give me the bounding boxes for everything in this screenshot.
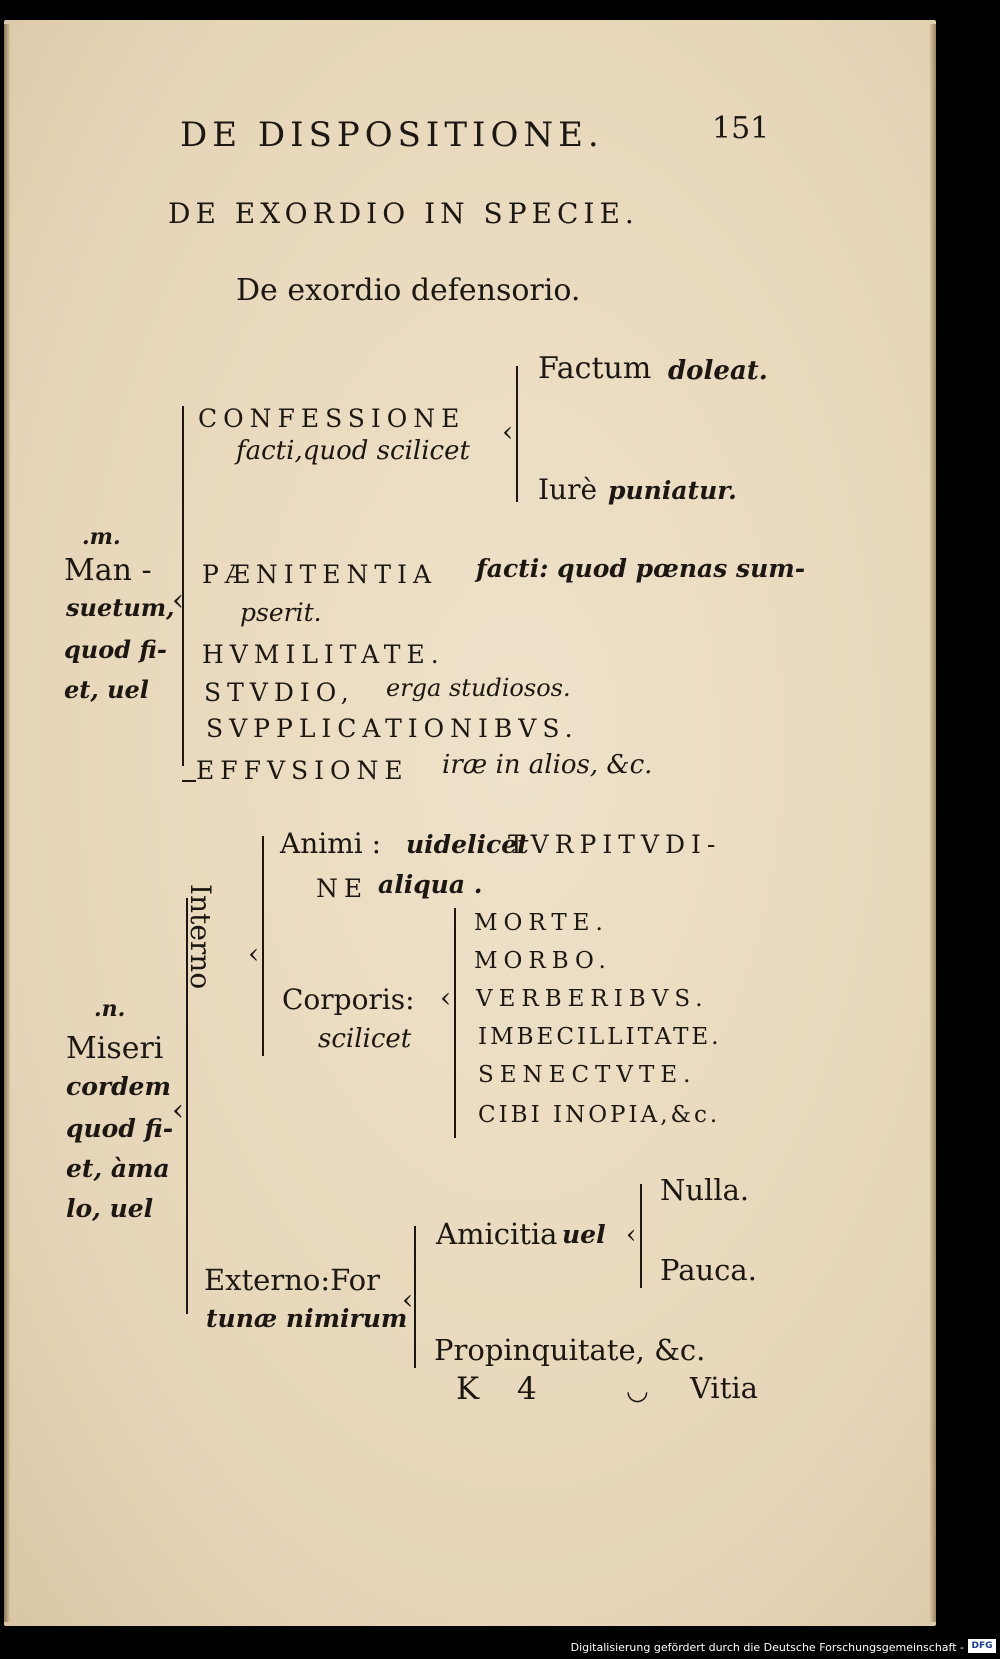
brace-externo [414, 1226, 416, 1368]
effusione: EFFVSIONE [196, 756, 409, 785]
corporis-item: MORTE. [474, 910, 609, 936]
section-n-label: lo, uel [66, 1194, 154, 1223]
fleuron-icon: ◡ [626, 1376, 649, 1406]
vel: uel [562, 1220, 606, 1249]
section-n-label: Miseri [66, 1031, 164, 1066]
brace-point: ‹ [248, 937, 260, 970]
turpitudine: TVRPITVDI- [508, 830, 722, 859]
section-m-label: .m. [82, 524, 121, 550]
corporis-item: VERBERIBVS. [476, 986, 709, 1012]
humilitate: HVMILITATE. [202, 640, 445, 669]
heading: DE EXORDIO IN SPECIE. [168, 197, 639, 230]
supplicationibus: SVPPLICATIONIBVS. [206, 714, 579, 743]
externo: Externo:For [204, 1263, 380, 1297]
section-m-label: et, uel [64, 675, 149, 704]
running-title: DE DISPOSITIONE. [180, 115, 604, 155]
studio-text: erga studiosos. [386, 674, 571, 702]
animi: Animi : [280, 827, 382, 860]
signature-mark: K 4 [456, 1371, 551, 1407]
studio: STVDIO, [204, 678, 355, 707]
footer-text: Digitalisierung gefördert durch die Deutsche Forschungsgemeinschaft - [570, 1641, 964, 1654]
iure: Iurè [538, 473, 598, 506]
videlicet: uidelicet [406, 830, 529, 859]
confessione: CONFESSIONE [198, 404, 466, 433]
section-n-label: .n. [94, 996, 126, 1022]
paenitentia: PÆNITENTIA [202, 560, 437, 589]
page-number: 151 [712, 111, 770, 146]
fortunae: tunæ nimirum [206, 1304, 408, 1333]
dfg-logo: DFG [968, 1639, 996, 1653]
brace-point: ‹ [440, 981, 452, 1014]
catchword: Vitia [690, 1371, 758, 1405]
section-n-label: et, àma [66, 1154, 170, 1183]
confessione-sub: facti,quod scilicet [236, 436, 470, 466]
aliqua: aliqua . [378, 870, 483, 899]
brace-interno [262, 836, 264, 1056]
digitization-footer [0, 1634, 1000, 1659]
corporis-item: CIBI INOPIA,&c. [478, 1102, 721, 1128]
corporis-item: IMBECILLITATE. [478, 1024, 722, 1050]
brace-amicitia [640, 1184, 642, 1288]
page-edge-right [930, 24, 936, 1622]
section-m-label: quod fi- [64, 635, 167, 664]
amicitia: Amicitia [436, 1217, 558, 1251]
brace-point: ‹ [172, 1093, 184, 1128]
brace-point: ‹ [502, 415, 514, 448]
section-m-label: suetum, [66, 593, 175, 622]
doleat: doleat. [668, 356, 768, 386]
brace-point: ‹ [172, 583, 184, 618]
brace-confessione [516, 366, 518, 502]
brace-point: ‹ [626, 1220, 637, 1250]
turpitudine-cont: NE [316, 874, 369, 903]
puniatur: puniatur. [608, 476, 737, 505]
section-n-label: quod fi- [66, 1114, 174, 1143]
corporis-item: SENECTVTE. [478, 1062, 697, 1088]
section-n-label: cordem [66, 1072, 171, 1101]
page-edge-left [4, 24, 10, 1622]
brace-corporis [454, 908, 456, 1138]
section-m-label: Man - [64, 553, 152, 588]
paenitentia-text-cont: pserit. [240, 598, 322, 627]
corporis: Corporis: [282, 983, 415, 1016]
propinquitate: Propinquitate, &c. [434, 1333, 706, 1367]
nulla: Nulla. [660, 1173, 750, 1207]
pauca: Pauca. [660, 1253, 757, 1287]
subheading: De exordio defensorio. [236, 273, 581, 308]
paenitentia-text: facti: quod pœnas sum- [476, 554, 806, 583]
factum: Factum [538, 351, 652, 386]
effusione-text: iræ in alios, &c. [442, 750, 653, 780]
brace-point: ‹ [402, 1283, 414, 1316]
scilicet: scilicet [318, 1024, 412, 1054]
brace-end [182, 780, 196, 782]
corporis-item: MORBO. [474, 948, 612, 974]
interno: Interno [184, 884, 217, 990]
